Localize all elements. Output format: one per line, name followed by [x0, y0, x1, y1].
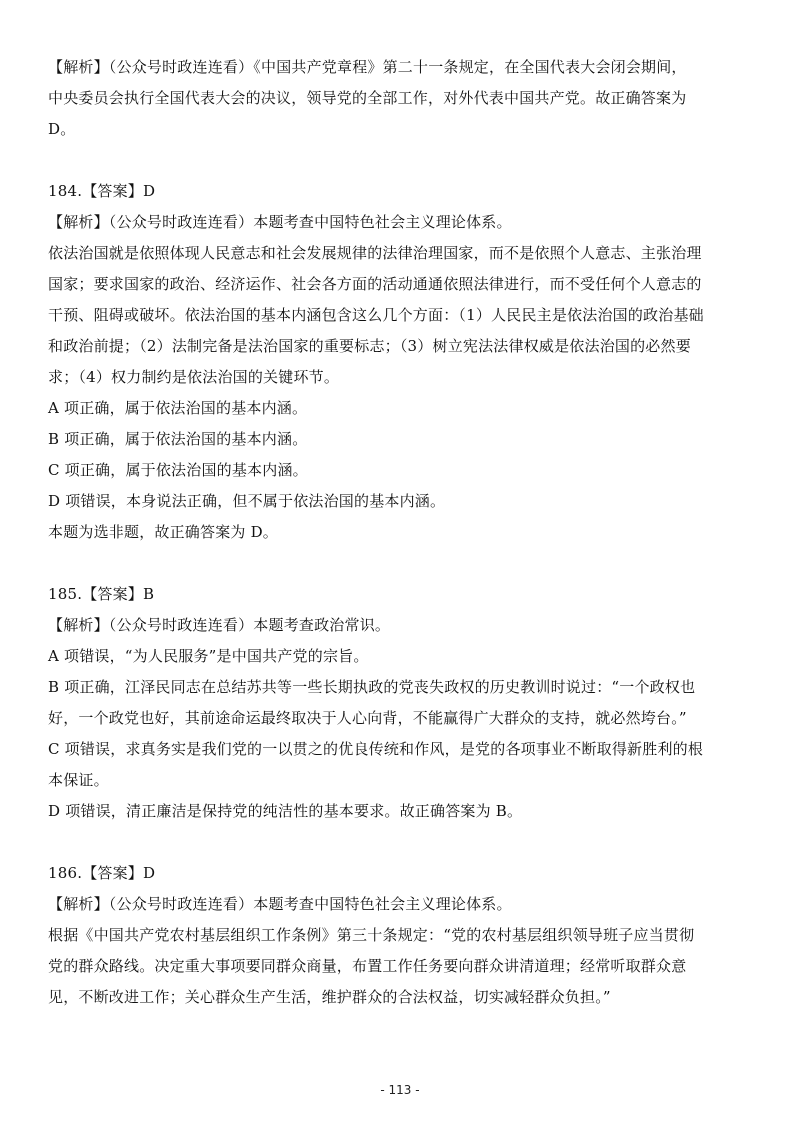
- page-number: - 113 -: [380, 1083, 420, 1097]
- text-line: 依法治国就是依照体现人民意志和社会发展规律的法律治理国家，而不是依照个人意志、主张治理: [48, 244, 702, 262]
- analysis-line: 【解析】（公众号时政连连看）本题考查中国特色社会主义理论体系。: [48, 213, 512, 231]
- text-line: 本保证。: [48, 771, 109, 789]
- block-spacer: [48, 145, 760, 176]
- analysis-line: 【解析】（公众号时政连连看）本题考查中国特色社会主义理论体系。: [48, 895, 512, 913]
- answer-heading: 186.【答案】D: [48, 864, 156, 882]
- text-line: D。: [48, 120, 76, 138]
- option-d-line: D 项错误，本身说法正确，但不属于依法治国的基本内涵。: [48, 492, 446, 510]
- text-line: 见，不断改进工作；关心群众生产生活，维护群众的合法权益，切实减轻群众负担。”: [48, 988, 611, 1006]
- block-spacer: [48, 827, 760, 858]
- text-line: 和政治前提；（2）法制完备是法治国家的重要标志；（3）树立宪法法律权威是依法治国的必然要: [48, 337, 691, 355]
- text-line: 党的群众路线。决定重大事项要同群众商量，布置工作任务要向群众讲清道理；经常听取群众意: [48, 957, 687, 975]
- text-line: 【解析】（公众号时政连连看）《中国共产党章程》第二十一条规定，在全国代表大会闭会期间，: [48, 58, 687, 76]
- option-d-line: D 项错误，清正廉洁是保持党的纯洁性的基本要求。故正确答案为 B。: [48, 802, 523, 820]
- answer-block-184: [48, 176, 760, 548]
- text-line: 求；（4）权力制约是依法治国的关键环节。: [48, 368, 340, 386]
- option-c-line: C 项错误，求真务实是我们党的一以贯之的优良传统和作风，是党的各项事业不断取得新胜利的根: [48, 740, 704, 758]
- conclusion-line: 本题为选非题，故正确答案为 D。: [48, 523, 278, 541]
- answer-heading: 185.【答案】B: [48, 585, 155, 603]
- option-a-line: A 项错误，“为人民服务”是中国共产党的宗旨。: [48, 647, 369, 665]
- text-line: 干预、阻碍或破坏。依法治国的基本内涵包含这么几个方面：（1）人民民主是依法治国的政治基础: [48, 306, 704, 324]
- option-b-line: B 项正确，江泽民同志在总结苏共等一些长期执政的党丧失政权的历史教训时说过：“一个政权也: [48, 678, 696, 696]
- text-line: 中央委员会执行全国代表大会的决议，领导党的全部工作，对外代表中国共产党。故正确答案为: [48, 89, 687, 107]
- text-line: 好，一个政党也好，其前途命运最终取决于人心向背，不能赢得广大群众的支持，就必然垮台。”: [48, 709, 687, 727]
- answer-block-continuation: [48, 52, 760, 145]
- block-spacer: [48, 548, 760, 579]
- option-a-line: A 项正确，属于依法治国的基本内涵。: [48, 399, 308, 417]
- document-body: [48, 52, 760, 1013]
- answer-block-186: [48, 858, 760, 1013]
- analysis-line: 【解析】（公众号时政连连看）本题考查政治常识。: [48, 616, 391, 634]
- text-line: 根据《中国共产党农村基层组织工作条例》第三十条规定：“党的农村基层组织领导班子应当贯彻: [48, 926, 695, 944]
- option-c-line: C 项正确，属于依法治国的基本内涵。: [48, 461, 308, 479]
- answer-block-185: [48, 579, 760, 827]
- option-b-line: B 项正确，属于依法治国的基本内涵。: [48, 430, 308, 448]
- answer-heading: 184.【答案】D: [48, 182, 156, 200]
- text-line: 国家；要求国家的政治、经济运作、社会各方面的活动通通依照法律进行，而不受任何个人意志的: [48, 275, 702, 293]
